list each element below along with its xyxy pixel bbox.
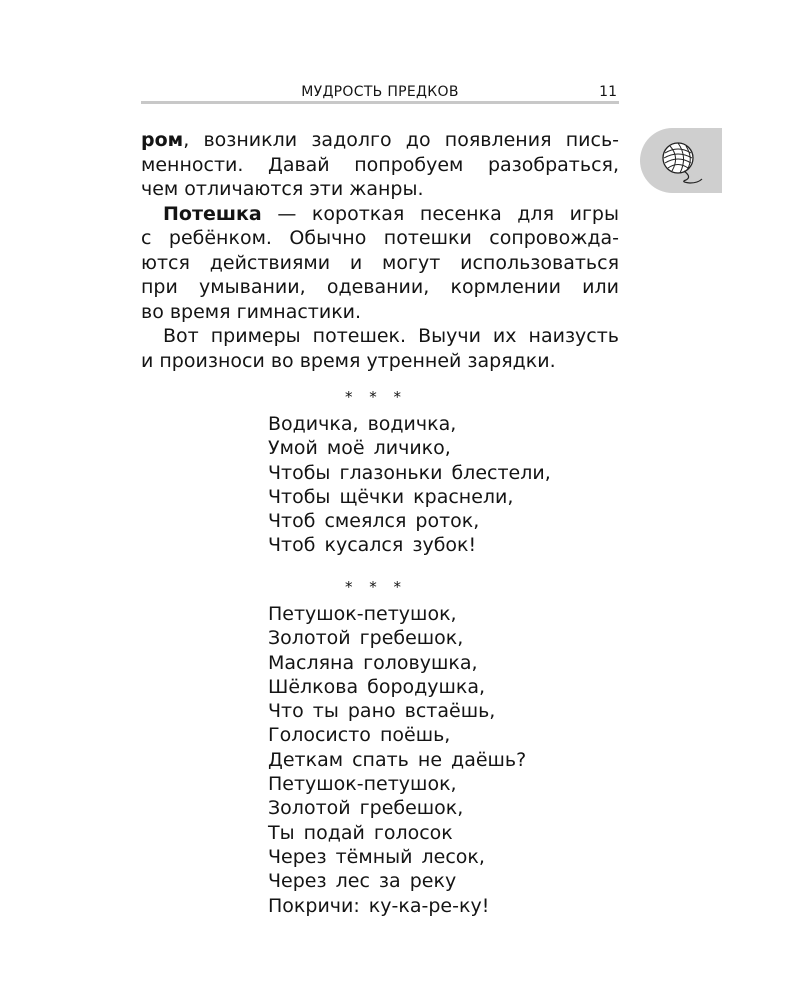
poem-line: Чтобы глазоньки блестели, xyxy=(268,461,551,484)
poem-line: Покричи: ку-ка-ре-ку! xyxy=(268,894,490,917)
poem-line: Петушок-петушок, xyxy=(268,773,457,796)
running-head xyxy=(141,80,619,102)
poem-line: Масляна головушка, xyxy=(268,651,478,674)
poem-line: Голосисто поёшь, xyxy=(268,724,451,747)
poem-line: Шёлкова бородушка, xyxy=(268,675,486,698)
term-poteshka: Потешка xyxy=(163,202,262,225)
poem-line: Водичка, водичка, xyxy=(268,413,457,435)
poem-vodichka xyxy=(268,412,598,558)
bold-word: ром xyxy=(141,129,184,151)
running-title: МУДРОСТЬ ПРЕДКОВ xyxy=(301,84,459,100)
poem-line: Через лес за реку xyxy=(268,870,457,893)
paragraph-examples: Вот примеры потешек. Выучи их наизусть и произноси во время утренней зарядки. xyxy=(141,325,619,372)
poem-line: Умой моё личико, xyxy=(268,437,451,460)
poem-line: Золотой гребешок, xyxy=(268,797,464,820)
paragraph-poteshka-definition: Потешка — короткая песенка для игры с ребёнком. Обычно потешки сопровожда- ются действиями и могут использоваться при умывании, одевании, кормлении или во время гимнастики. xyxy=(141,202,619,323)
poem-line: Золотой гребешок, xyxy=(268,627,464,650)
page-number: 11 xyxy=(599,84,617,100)
yarn-ball-icon xyxy=(656,137,708,185)
side-tab xyxy=(640,128,722,193)
verse-separator: * * * xyxy=(344,578,408,596)
header-rule xyxy=(141,101,619,104)
prose-text xyxy=(141,128,619,373)
poem-line: Деткам спать не даёшь? xyxy=(268,748,527,771)
paragraph-intro: ром, возникли задолго до появления пись- менности. Давай попробуем разобраться, чем отличаются эти жанры. xyxy=(141,129,619,200)
poem-line: Петушок-петушок, xyxy=(268,603,457,625)
poem-line: Чтоб смеялся роток, xyxy=(268,510,480,533)
poem-line: Через тёмный лесок, xyxy=(268,845,485,868)
poem-line: Что ты рано встаёшь, xyxy=(268,700,496,723)
poem-line: Чтоб кусался зубок! xyxy=(268,534,477,557)
verse-separator: * * * xyxy=(344,388,408,406)
poem-line: Чтобы щёчки краснели, xyxy=(268,485,514,508)
poem-petushok xyxy=(268,602,598,918)
poem-line: Ты подай голосок xyxy=(268,821,453,844)
